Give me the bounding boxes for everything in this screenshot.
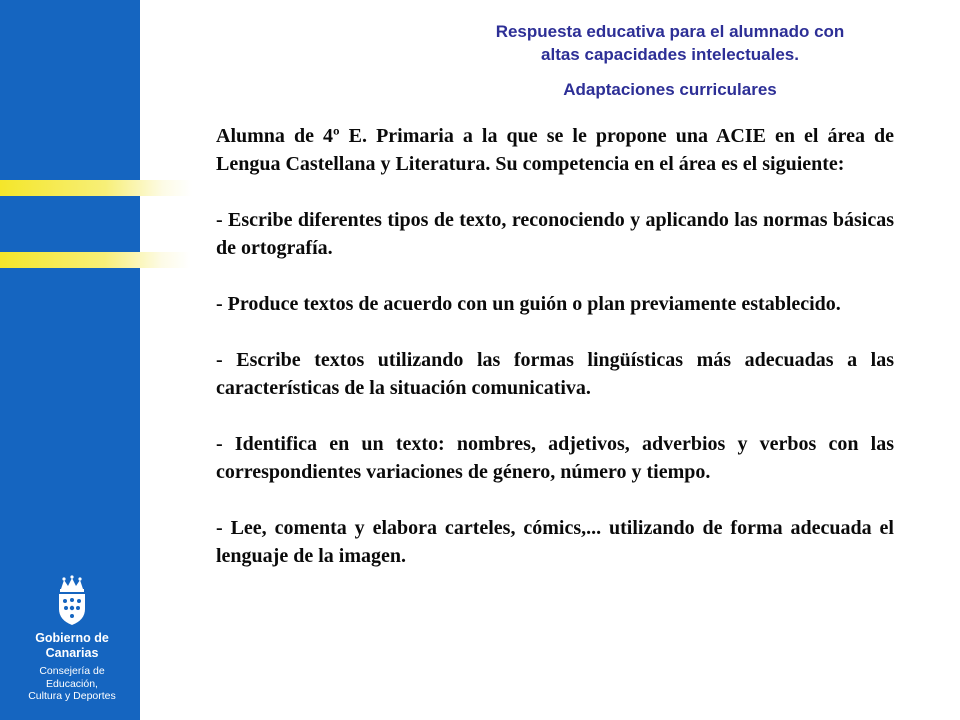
- decorative-stripe: [0, 180, 192, 196]
- government-logo: [14, 575, 130, 703]
- intro-paragraph: Alumna de 4º E. Primaria a la que se le propone una ACIE en el área de Lengua Castellana y Literatura. Su competencia en el área es el siguiente:: [216, 125, 894, 175]
- body-text: [216, 122, 894, 598]
- logo-dept-line-2: Cultura y Deportes: [28, 690, 116, 702]
- logo-dept-name: [14, 665, 130, 703]
- logo-org-name: Gobierno de Canarias: [35, 631, 109, 660]
- coat-of-arms-icon: [52, 575, 92, 627]
- decorative-stripe: [0, 252, 190, 268]
- competence-item: - Lee, comenta y elabora carteles, cómics,... utilizando de forma adecuada el lenguaje de la imagen.: [216, 517, 894, 567]
- header-title-line-2: altas capacidades intelectuales.: [541, 45, 799, 64]
- competence-item: - Escribe diferentes tipos de texto, reconociendo y aplicando las normas básicas de ortografía.: [216, 209, 894, 259]
- competence-item: - Escribe textos utilizando las formas lingüísticas más adecuadas a las características de la situación comunicativa.: [216, 349, 894, 399]
- header: [420, 20, 920, 101]
- header-subtitle: Adaptaciones curriculares: [563, 80, 777, 99]
- competence-item: - Produce textos de acuerdo con un guión o plan previamente establecido.: [216, 293, 841, 315]
- logo-dept-line-1: Consejería de Educación,: [39, 665, 105, 690]
- header-title-line-1: Respuesta educativa para el alumnado con: [495, 22, 845, 41]
- competence-item: - Identifica en un texto: nombres, adjetivos, adverbios y verbos con las correspondientes variaciones de género, número y tiempo.: [216, 433, 894, 483]
